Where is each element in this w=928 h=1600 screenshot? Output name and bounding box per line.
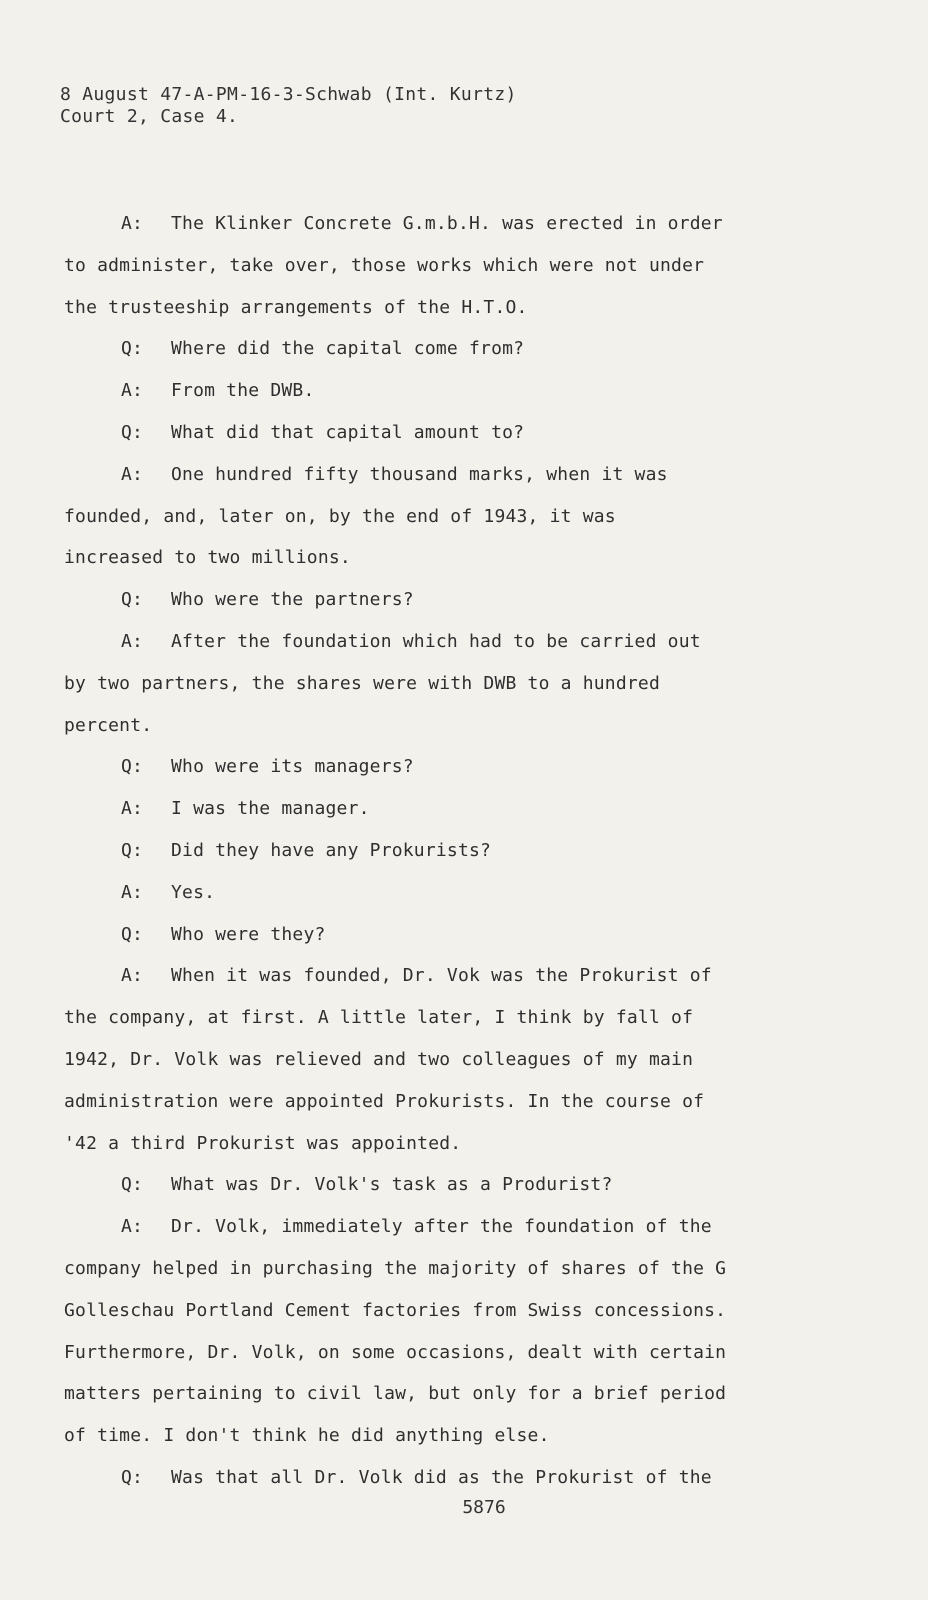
line-text: Furthermore, Dr. Volk, on some occasions, dealt with certain <box>64 1341 727 1363</box>
question-paragraph <box>64 412 844 454</box>
speaker-label: Q: <box>121 839 144 861</box>
line-text: matters pertaining to civil law, but only for a brief period <box>64 1383 727 1405</box>
line-text: percent. <box>64 714 153 736</box>
transcript-line <box>64 914 844 956</box>
line-text: Who were its managers? <box>171 756 414 778</box>
speaker-label: Q: <box>121 756 144 778</box>
transcript-line <box>64 412 844 454</box>
transcript-line <box>64 788 844 830</box>
line-text: Who were they? <box>171 923 326 945</box>
page-number: 5876 <box>462 1497 506 1518</box>
answer-paragraph <box>64 788 844 830</box>
transcript-line <box>64 1332 844 1374</box>
transcript-line <box>64 1206 844 1248</box>
transcript-line <box>64 1373 844 1415</box>
answer-paragraph <box>64 955 844 1164</box>
line-text: Where did the capital come from? <box>171 338 525 360</box>
transcript-line <box>64 997 844 1039</box>
transcript-line <box>64 1248 844 1290</box>
transcript-line <box>64 872 844 914</box>
transcript-line <box>64 328 844 370</box>
line-text: One hundred fifty thousand marks, when it was <box>171 463 668 485</box>
line-text: Who were the partners? <box>171 589 414 611</box>
line-text: administration were appointed Prokurists. In the course of <box>64 1090 705 1112</box>
speaker-label: Q: <box>121 1174 144 1196</box>
speaker-label: A: <box>121 463 144 485</box>
line-text: What did that capital amount to? <box>171 421 525 443</box>
speaker-label: A: <box>121 630 144 652</box>
line-text: the company, at first. A little later, I think by fall of <box>64 1007 694 1029</box>
speaker-label: Q: <box>121 923 144 945</box>
line-text: What was Dr. Volk's task as a Produrist? <box>171 1174 613 1196</box>
transcript-line <box>64 1415 844 1457</box>
question-paragraph <box>64 328 844 370</box>
speaker-label: Q: <box>121 589 144 611</box>
answer-paragraph <box>64 203 844 328</box>
transcript-line <box>64 245 844 287</box>
transcript-body <box>64 203 844 1499</box>
speaker-label: A: <box>121 213 144 234</box>
line-text: '42 a third Prokurist was appointed. <box>64 1132 462 1154</box>
transcript-line <box>64 287 844 329</box>
transcript-line <box>64 1457 844 1499</box>
line-text: Yes. <box>171 881 216 903</box>
transcript-line <box>64 1123 844 1165</box>
transcript-line <box>64 454 844 496</box>
line-text: Dr. Volk, immediately after the foundation of the <box>171 1216 712 1238</box>
line-text: After the foundation which had to be carried out <box>171 630 701 652</box>
transcript-line <box>64 1164 844 1206</box>
question-paragraph <box>64 579 844 621</box>
answer-paragraph <box>64 872 844 914</box>
document-header <box>60 84 517 128</box>
line-text: Golleschau Portland Cement factories from Swiss concessions. <box>64 1299 727 1321</box>
transcript-line <box>64 370 844 412</box>
transcript-line <box>64 203 844 245</box>
transcript-line <box>64 496 844 538</box>
transcript-line <box>64 579 844 621</box>
transcript-line <box>64 1081 844 1123</box>
line-text: of time. I don't think he did anything else. <box>64 1425 550 1447</box>
answer-paragraph <box>64 621 844 746</box>
speaker-label: Q: <box>121 1466 144 1488</box>
speaker-label: Q: <box>121 338 144 360</box>
speaker-label: Q: <box>121 421 144 443</box>
question-paragraph <box>64 1164 844 1206</box>
line-text: by two partners, the shares were with DWB to a hundred <box>64 672 660 694</box>
transcript-line <box>64 663 844 705</box>
line-text: When it was founded, Dr. Vok was the Prokurist of <box>171 965 712 987</box>
line-text: Was that all Dr. Volk did as the Prokurist of the <box>171 1466 712 1488</box>
line-text: I was the manager. <box>171 798 370 820</box>
line-text: increased to two millions. <box>64 547 351 569</box>
line-text: to administer, take over, those works which were not under <box>64 254 705 276</box>
question-paragraph <box>64 1457 844 1499</box>
line-text: founded, and, later on, by the end of 1943, it was <box>64 505 616 527</box>
speaker-label: A: <box>121 881 144 903</box>
answer-paragraph <box>64 454 844 579</box>
transcript-line <box>64 746 844 788</box>
transcript-line <box>64 537 844 579</box>
transcript-line <box>64 705 844 747</box>
answer-paragraph <box>64 370 844 412</box>
speaker-label: A: <box>121 965 144 987</box>
header-line-1: 8 August 47-A-PM-16-3-Schwab (Int. Kurtz) <box>60 84 517 105</box>
transcript-line <box>64 1290 844 1332</box>
line-text: company helped in purchasing the majority of shares of the G <box>64 1257 727 1279</box>
question-paragraph <box>64 830 844 872</box>
line-text: From the DWB. <box>171 380 315 402</box>
line-text: 1942, Dr. Volk was relieved and two colleagues of my main <box>64 1048 694 1070</box>
speaker-label: A: <box>121 1216 144 1238</box>
header-line-2: Court 2, Case 4. <box>60 106 239 127</box>
speaker-label: A: <box>121 798 144 820</box>
line-text: the trusteeship arrangements of the H.T.O. <box>64 296 528 318</box>
answer-paragraph <box>64 1206 844 1457</box>
speaker-label: A: <box>121 380 144 402</box>
transcript-line <box>64 830 844 872</box>
transcript-line <box>64 1039 844 1081</box>
question-paragraph <box>64 746 844 788</box>
question-paragraph <box>64 914 844 956</box>
transcript-line <box>64 621 844 663</box>
line-text: The Klinker Concrete G.m.b.H. was erected in order <box>171 213 723 234</box>
transcript-line <box>64 955 844 997</box>
line-text: Did they have any Prokurists? <box>171 839 492 861</box>
